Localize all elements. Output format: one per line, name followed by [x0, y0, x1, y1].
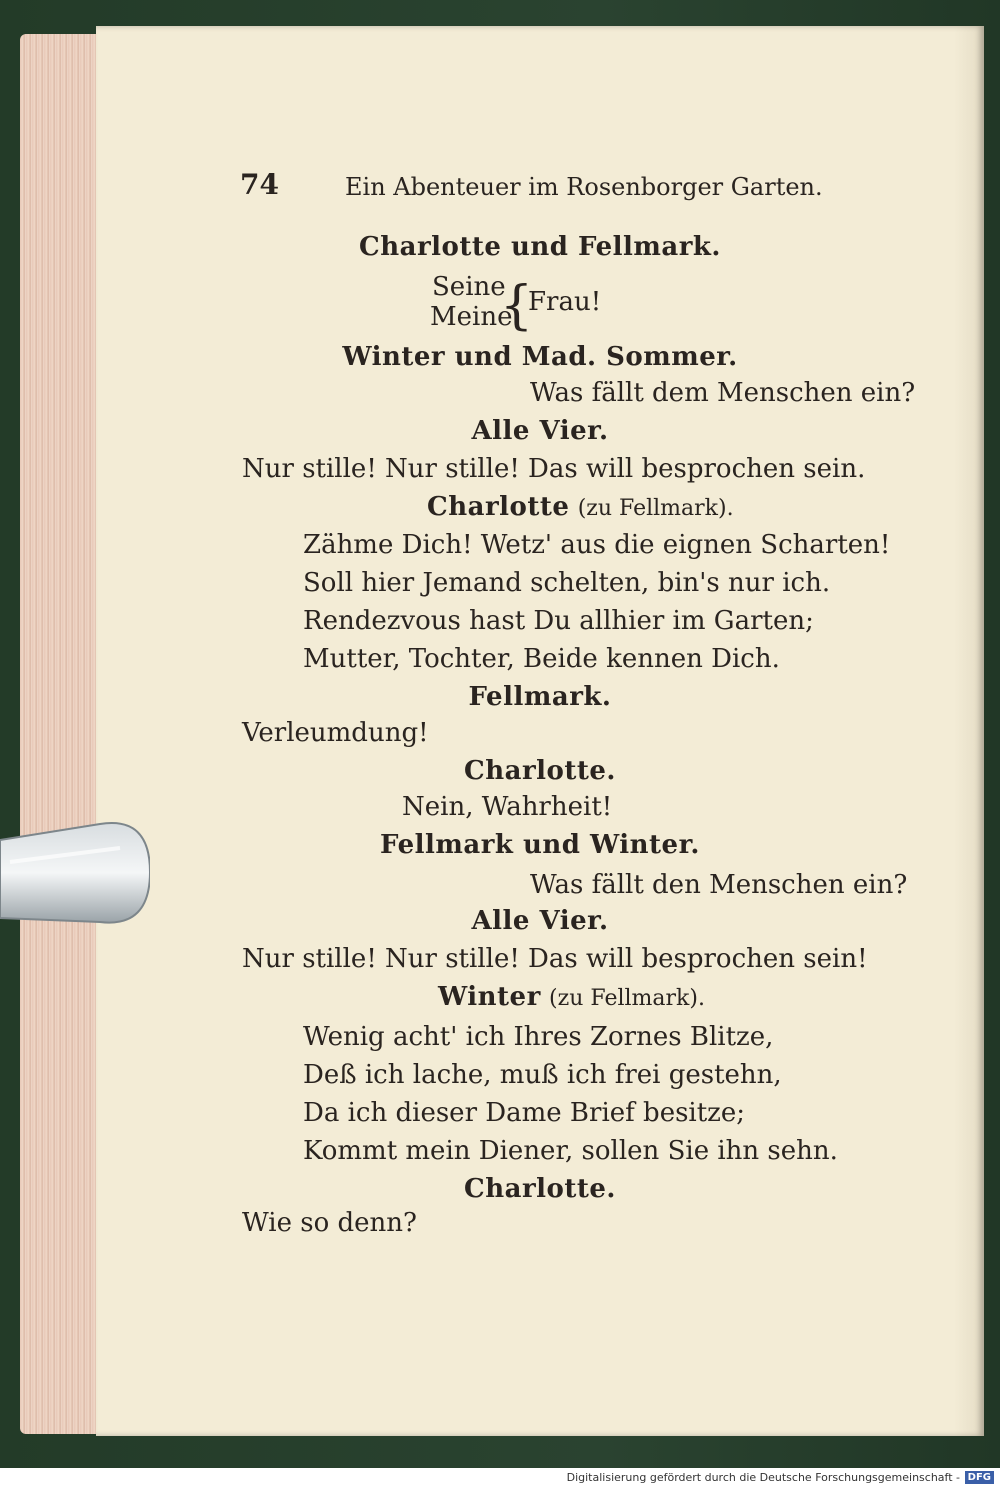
speaker-heading: Winter und Mad. Sommer.	[342, 342, 738, 372]
verse-line: Mutter, Tochter, Beide kennen Dich.	[303, 644, 780, 674]
verse-line: Wie so denn?	[242, 1208, 417, 1238]
speaker-heading-with-direction	[427, 492, 734, 524]
speaker-heading: Charlotte.	[464, 756, 616, 786]
page-number: 74	[240, 168, 279, 201]
verse-word: Seine	[432, 272, 506, 302]
footer-bar	[0, 1468, 1000, 1489]
verse-line: Rendezvous hast Du allhier im Garten;	[303, 606, 814, 636]
speaker-heading: Charlotte und Fellmark.	[359, 232, 721, 262]
speaker-heading: Alle Vier.	[471, 906, 609, 936]
stage-direction: (zu Fellmark).	[577, 496, 734, 521]
dfg-logo: DFG	[965, 1471, 994, 1484]
brace-glyph: {	[500, 276, 534, 336]
speaker-name: Winter	[438, 982, 541, 1012]
verse-line: Nein, Wahrheit!	[402, 792, 613, 822]
speaker-heading-with-direction	[438, 982, 705, 1014]
verse-line: Deß ich lache, muß ich frei gestehn,	[303, 1060, 782, 1090]
verse-line: Nur stille! Nur stille! Das will besprochen sein.	[242, 454, 866, 484]
page-clip-image	[0, 822, 150, 934]
verse-line: Was fällt den Menschen ein?	[530, 870, 908, 900]
verse-line: Zähme Dich! Wetz' aus die eignen Scharten!	[303, 530, 891, 560]
verse-line: Was fällt dem Menschen ein?	[530, 378, 916, 408]
speaker-heading: Fellmark.	[468, 682, 612, 712]
verse-line: Da ich dieser Dame Brief besitze;	[303, 1098, 746, 1128]
stage-direction: (zu Fellmark).	[549, 986, 705, 1011]
verse-line: Wenig acht' ich Ihres Zornes Blitze,	[303, 1022, 774, 1052]
verse-line: Kommt mein Diener, sollen Sie ihn sehn.	[303, 1136, 838, 1166]
verse-word: Frau!	[528, 287, 602, 317]
running-title: Ein Abenteuer im Rosenborger Garten.	[345, 173, 823, 201]
verse-line: Verleumdung!	[242, 718, 429, 748]
footer-credit: Digitalisierung gefördert durch die Deutsche Forschungsgemeinschaft -	[566, 1471, 960, 1484]
verse-line: Nur stille! Nur stille! Das will besprochen sein!	[242, 944, 868, 974]
speaker-name: Charlotte	[427, 492, 570, 522]
verse-word: Meine	[430, 302, 513, 332]
speaker-heading: Charlotte.	[464, 1174, 616, 1204]
verse-line: Soll hier Jemand schelten, bin's nur ich.	[303, 568, 831, 598]
speaker-heading: Fellmark und Winter.	[380, 830, 700, 860]
speaker-heading: Alle Vier.	[471, 416, 609, 446]
